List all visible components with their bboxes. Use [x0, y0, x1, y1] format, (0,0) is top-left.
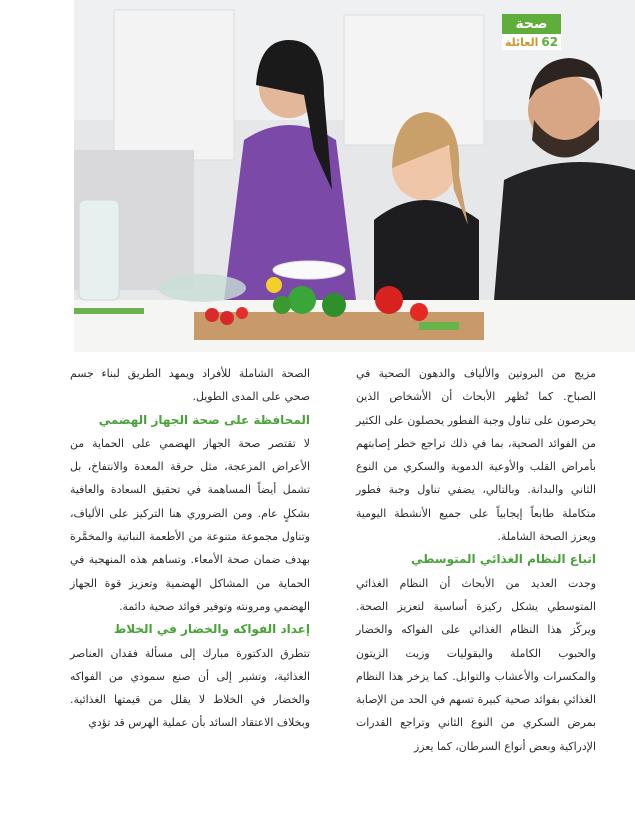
paragraph: لا تقتصر صحة الجهاز الهضمي على الحماية من الأعراض المزعجة، مثل حرقة المعدة والانتفاخ، بل تشمل أيضاً المساهمة في تحقيق السعادة والعافية بشكلٍ عام. ومن الضروري هنا التركيز على الألياف، وتناول مجموعة متنوعة من الأطعمة النباتية والمخمَّرة بهدف ضمان صحة الأمعاء. وتساهم هذه المنهجية في الحماية من المشاكل الهضمية وتعزيز قوة الجهاز الهضمي ومرونته وتوفير فوائد صحية دائمة.	[70, 436, 310, 613]
section-heading: اتباع النظام الغذائي المتوسطي	[410, 552, 596, 567]
paragraph: مزيج من البروتين والألياف والدهون الصحية في الصباح. كما تُظهر الأبحاث أن الأشخاص الذين يحرصون على تناول وجبة الفطور يحصلون على الكثير من الفوائد الصحية، بما في ذلك تراجع خطر إصابتهم بأمراض القلب والأوعية الدموية والسكري من النوع الثاني والبدانة. وبالتالي، يضفي تناول وجبة فطور متكاملة طابعاً إيجابياً على جميع الأنشطة اليومية ويعزز الصحة الشاملة.	[356, 367, 596, 544]
page-info	[502, 34, 561, 50]
section-heading: المحافظة على صحة الجهاز الهضمي	[98, 412, 310, 427]
family-cooking-photo	[74, 0, 635, 352]
section-heading: إعداد الفواكه والخضار في الخلاط	[113, 622, 310, 637]
right-column	[356, 362, 596, 758]
section-badge	[502, 14, 561, 50]
paragraph: وجدت العديد من الأبحاث أن النظام الغذائي المتوسطي يشكل ركيزة أساسية لتعزيز الصحة. ويركّز هذا النظام الغذائي على الفواكه والخضار والحبوب الكاملة والبقوليات وزيت الزيتون والمكسرات والأعشاب والتوابل. كما يزخر هذا النظام الغذائي بفوائد صحية كبيرة تسهم في الحد من الإصابة بمرض السكري من النوع الثاني وتراجع القدرات الإدراكية وبعض أنواع السرطان، كما يعزز	[356, 576, 596, 753]
paragraph: تتطرق الدكتورة مبارك إلى مسألة فقدان العناصر الغذائية، وتشير إلى أن صنع سموذي من الفواكه والخضار في الخلاط لا يقلل من قيمتها الغذائية. وبخلاف الاعتقاد السائد بأن عملية الهرس قد تؤدي	[70, 646, 310, 730]
section-label: صحة	[502, 14, 561, 34]
left-column	[70, 362, 310, 735]
page-number: 62	[541, 35, 559, 49]
magazine-logo: العائلة	[504, 35, 539, 49]
paragraph: الصحة الشاملة للأفراد ويمهد الطريق لبناء جسم صحي على المدى الطويل.	[70, 367, 310, 404]
